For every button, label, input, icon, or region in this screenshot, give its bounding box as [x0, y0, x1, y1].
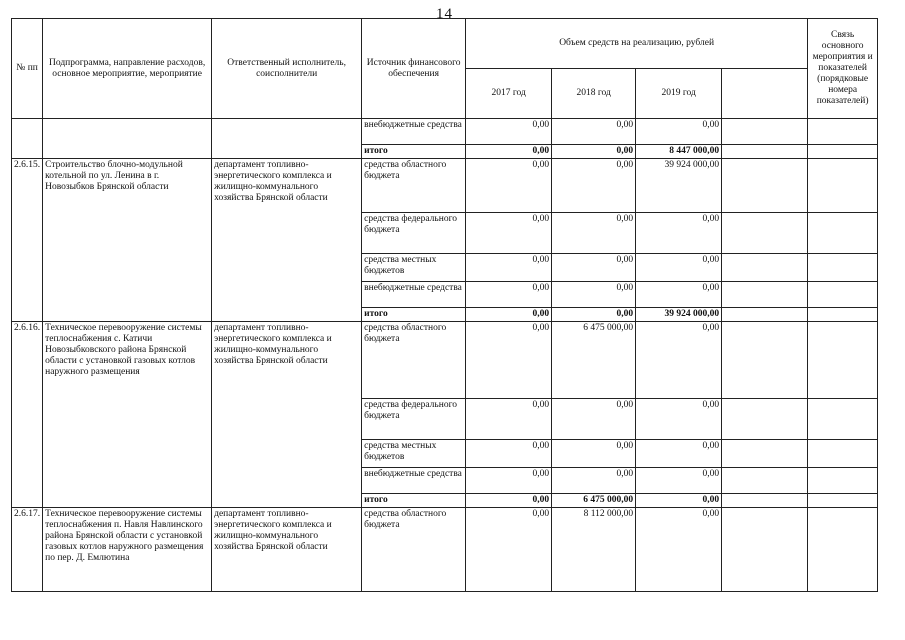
page-number: 14	[436, 6, 453, 22]
value-2018: 0,00	[552, 254, 636, 282]
header-2018: 2018 год	[552, 69, 636, 119]
budget-table	[11, 18, 878, 592]
value-2017: 0,00	[466, 468, 552, 494]
value-2017: 0,00	[466, 119, 552, 145]
table-row	[12, 159, 878, 213]
value-2017: 0,00	[466, 440, 552, 468]
value-2019: 0,00	[636, 322, 722, 399]
value-2019: 0,00	[636, 399, 722, 440]
value-2017: 0,00	[466, 399, 552, 440]
header-source: Источник финансового обеспечения	[362, 19, 466, 119]
value-2017: 0,00	[466, 145, 552, 159]
source-label: средства областного бюджета	[362, 508, 466, 592]
value-2019: 0,00	[636, 213, 722, 254]
table-row	[12, 322, 878, 399]
header-link: Связь основного мероприятия и показателей (порядковые номера показателей)	[808, 19, 878, 119]
value-2017: 0,00	[466, 494, 552, 508]
header-volume: Объем средств на реализацию, рублей	[466, 19, 808, 69]
executor: департамент топливно-энергетического комплекса и жилищно-коммунального хозяйства Брянской области	[212, 508, 362, 592]
source-label: внебюджетные средства	[362, 282, 466, 308]
source-label: средства федерального бюджета	[362, 399, 466, 440]
value-2017: 0,00	[466, 213, 552, 254]
value-2019: 0,00	[636, 440, 722, 468]
measure-name: Техническое перевооружение системы теплоснабжения п. Навля Навлинского района Брянской области с установкой газовых котлов наружного размещения по пер. Д. Емлютина	[43, 508, 212, 592]
table-row	[12, 508, 878, 592]
value-2019: 0,00	[636, 508, 722, 592]
source-label: средства федерального бюджета	[362, 213, 466, 254]
source-label: итого	[362, 308, 466, 322]
measure-name: Строительство блочно-модульной котельной по ул. Ленина в г. Новозыбков Брянской области	[43, 159, 212, 322]
source-label: средства местных бюджетов	[362, 254, 466, 282]
value-2018: 0,00	[552, 399, 636, 440]
value-2017: 0,00	[466, 322, 552, 399]
header-extra	[722, 69, 808, 119]
value-2018: 0,00	[552, 308, 636, 322]
value-2018: 0,00	[552, 468, 636, 494]
executor: департамент топливно-энергетического комплекса и жилищно-коммунального хозяйства Брянской области	[212, 322, 362, 508]
value-2019: 0,00	[636, 254, 722, 282]
source-label: средства областного бюджета	[362, 322, 466, 399]
source-label: итого	[362, 494, 466, 508]
header-executor: Ответственный исполнитель, соисполнители	[212, 19, 362, 119]
value-2017: 0,00	[466, 254, 552, 282]
value-2018: 0,00	[552, 440, 636, 468]
row-number: 2.6.16.	[12, 322, 43, 508]
source-label: средства местных бюджетов	[362, 440, 466, 468]
value-2018: 0,00	[552, 282, 636, 308]
source-label: внебюджетные средства	[362, 119, 466, 145]
header-2019: 2019 год	[636, 69, 722, 119]
executor: департамент топливно-энергетического комплекса и жилищно-коммунального хозяйства Брянской области	[212, 159, 362, 322]
value-2018: 0,00	[552, 213, 636, 254]
value-2018: 0,00	[552, 159, 636, 213]
value-2017: 0,00	[466, 308, 552, 322]
value-2019: 0,00	[636, 282, 722, 308]
source-label: внебюджетные средства	[362, 468, 466, 494]
value-2019: 39 924 000,00	[636, 159, 722, 213]
source-label: средства областного бюджета	[362, 159, 466, 213]
header-num: № пп	[12, 19, 43, 119]
value-2017: 0,00	[466, 159, 552, 213]
source-label: итого	[362, 145, 466, 159]
value-2018: 0,00	[552, 145, 636, 159]
measure-name: Техническое перевооружение системы теплоснабжения с. Катичи Новозыбковского района Брянской области с установкой газовых котлов наружного размещения	[43, 322, 212, 508]
value-2019: 0,00	[636, 119, 722, 145]
value-2019: 39 924 000,00	[636, 308, 722, 322]
value-2017: 0,00	[466, 282, 552, 308]
table-row	[12, 119, 878, 145]
row-number: 2.6.15.	[12, 159, 43, 322]
value-2018: 0,00	[552, 119, 636, 145]
row-number: 2.6.17.	[12, 508, 43, 592]
value-2018: 6 475 000,00	[552, 494, 636, 508]
header-program: Подпрограмма, направление расходов, основное мероприятие, мероприятие	[43, 19, 212, 119]
value-2019: 0,00	[636, 494, 722, 508]
header-2017: 2017 год	[466, 69, 552, 119]
value-2018: 6 475 000,00	[552, 322, 636, 399]
value-2019: 8 447 000,00	[636, 145, 722, 159]
value-2019: 0,00	[636, 468, 722, 494]
value-2017: 0,00	[466, 508, 552, 592]
value-2018: 8 112 000,00	[552, 508, 636, 592]
